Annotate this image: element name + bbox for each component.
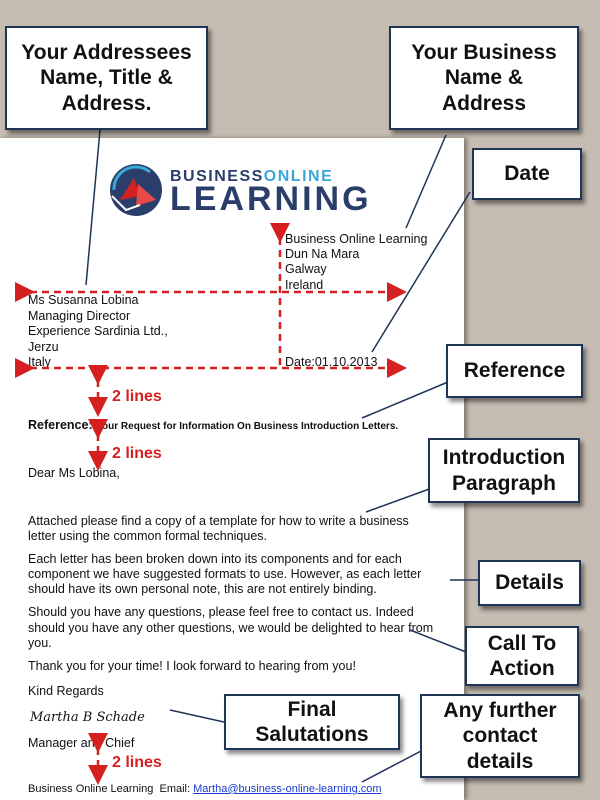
callout-addressee: Your Addressees Name, Title & Address. bbox=[5, 26, 208, 130]
callout-date: Date bbox=[472, 148, 582, 200]
callout-contact-details: Any further contact details bbox=[420, 694, 580, 778]
addressee-line: Ms Susanna Lobina bbox=[28, 293, 139, 307]
addressee-line: Italy bbox=[28, 355, 51, 369]
cta-paragraph-line: Should you have any questions, please feel free to contact us. Indeed bbox=[28, 605, 414, 619]
intro-paragraph-line: Attached please find a copy of a template for how to write a business bbox=[28, 514, 409, 528]
cta-paragraph-line: you. bbox=[28, 636, 52, 650]
callout-final-salutations: Final Salutations bbox=[224, 694, 400, 750]
footer-contact bbox=[28, 782, 382, 797]
thanks-line: Thank you for your time! I look forward to hearing from you! bbox=[28, 659, 356, 673]
reference-label: Reference: bbox=[28, 418, 93, 432]
footer-company: Business Online Learning bbox=[28, 783, 154, 795]
details-paragraph-line: should have its own personal note, this are not entirely binding. bbox=[28, 582, 377, 596]
callout-business-address: Your Business Name & Address bbox=[389, 26, 579, 130]
logo-wordmark-top: BUSINESSONLINE bbox=[170, 168, 334, 185]
addressee-line: Managing Director bbox=[28, 309, 131, 323]
details-paragraph-line: component we have suggested formats to use. However, as each letter bbox=[28, 567, 422, 581]
footer-email-label: Email: bbox=[159, 783, 191, 795]
details-paragraph-line: Each letter has been broken down into its components and for each bbox=[28, 552, 402, 566]
intro-paragraph-line: letter using the common formal techniques. bbox=[28, 529, 268, 543]
greeting: Dear Ms Lobina, bbox=[28, 466, 120, 480]
addressee-line: Jerzu bbox=[28, 340, 59, 354]
business-address-line: Ireland bbox=[285, 278, 324, 292]
signature: Martha B Schade bbox=[30, 710, 145, 725]
email-link[interactable]: Martha@business-online-learning.com bbox=[193, 783, 382, 795]
signer-title: Manager and Chief bbox=[28, 736, 135, 750]
two-lines-label: 2 lines bbox=[112, 445, 162, 462]
addressee-line: Experience Sardinia Ltd., bbox=[28, 324, 168, 338]
business-address-line: Business Online Learning bbox=[285, 232, 428, 246]
callout-call-to-action: Call To Action bbox=[465, 626, 579, 686]
closing: Kind Regards bbox=[28, 684, 104, 698]
two-lines-label: 2 lines bbox=[112, 754, 162, 771]
callout-details: Details bbox=[478, 560, 581, 606]
logo-wordmark-bottom: LEARNING bbox=[170, 180, 372, 218]
cta-paragraph-line: should you have any other questions, we would be delighted to hear from bbox=[28, 621, 434, 635]
letter-date: Date:01.10.2013 bbox=[285, 355, 378, 369]
two-lines-label: 2 lines bbox=[112, 388, 162, 405]
callout-introduction: Introduction Paragraph bbox=[428, 438, 580, 503]
business-address-line: Dun Na Mara bbox=[285, 247, 360, 261]
reference-text: Your Request for Information On Business Introduction Letters. bbox=[96, 421, 399, 432]
reference-line bbox=[28, 418, 398, 434]
callout-reference: Reference bbox=[446, 344, 583, 398]
business-address-line: Galway bbox=[285, 262, 327, 276]
